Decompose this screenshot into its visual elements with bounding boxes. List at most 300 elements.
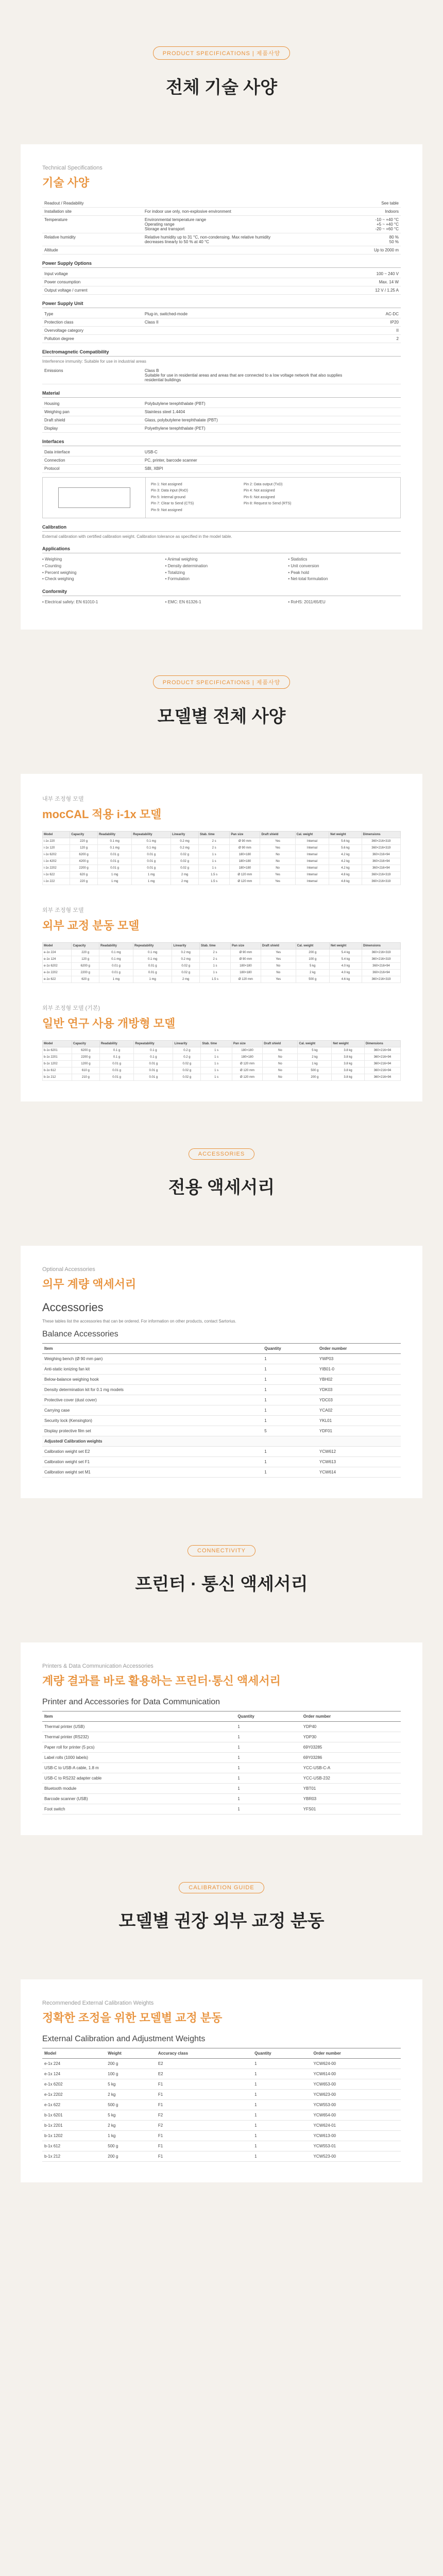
column-header: Linearity: [173, 1040, 201, 1047]
table-cell: 0.01 g: [134, 1060, 173, 1067]
table-cell: b-1x 1202: [42, 2130, 106, 2141]
table-cell: Ø 120 mm: [231, 976, 261, 982]
table-cell: 100 g: [106, 2069, 156, 2079]
spec-desc: Environmental temperature range Operating range Storage and transport: [143, 216, 351, 233]
table-cell: YCW613: [317, 1456, 401, 1467]
table-row: [42, 2099, 401, 2110]
spec-desc: PC, printer, barcode scanner: [143, 456, 401, 465]
table-cell: b-1x 212: [42, 2151, 106, 2161]
table-cell: F1: [156, 2099, 252, 2110]
column-header: Quantity: [235, 1711, 301, 1721]
table-row: [43, 1067, 401, 1074]
spec-key: Altitude: [42, 246, 143, 255]
calibration-text: External calibration with certified calibration weight. Calibration tolerance as specified in the model table.: [42, 534, 232, 539]
table-cell: 180×180: [232, 1047, 262, 1054]
table-row: [42, 1793, 401, 1804]
table-cell: Yes: [261, 956, 296, 962]
table-cell: 1: [262, 1467, 317, 1477]
table-cell: 1 s: [198, 865, 229, 871]
table-cell: 1 kg: [298, 1060, 332, 1067]
table-row: [42, 2110, 401, 2120]
table-cell: 1: [235, 1762, 301, 1773]
table-cell: 1: [252, 2130, 311, 2141]
table-cell: YDC03: [317, 1395, 401, 1405]
table-cell: YBT01: [301, 1783, 401, 1793]
spec-desc: [143, 286, 351, 295]
table-row: [43, 1047, 401, 1054]
table-cell: 2 s: [198, 838, 229, 844]
table-cell: 2 mg: [171, 871, 199, 878]
table-cell: 0.1 g: [99, 1047, 134, 1054]
applications-list: [42, 556, 401, 583]
table-cell: 4.8 kg: [329, 871, 362, 878]
table-cell: 0.1 mg: [132, 844, 171, 851]
table-cell: 0.01 g: [99, 1074, 134, 1080]
table-cell: 0.02 g: [173, 1067, 201, 1074]
table-cell: b-1x 1202: [43, 1060, 72, 1067]
table-row: [42, 199, 401, 208]
table-cell: b-1x 6201: [43, 1047, 72, 1054]
table-cell: Security lock (Kensington): [42, 1415, 262, 1426]
table-row: [42, 327, 401, 335]
spec-value: 80 % 50 %: [351, 233, 401, 246]
list-item: • Peak hold: [288, 570, 309, 575]
spec-key: Weighing pan: [42, 408, 143, 416]
table-cell: YDP30: [301, 1732, 401, 1742]
table-cell: 1: [252, 2141, 311, 2151]
table-cell: 3.8 kg: [332, 1047, 364, 1054]
pin-label: Pin 5: Internal ground: [151, 495, 185, 499]
table-cell: Yes: [260, 871, 295, 878]
table-cell: 0.01 g: [132, 858, 171, 865]
subheader-cell: Adjusted/ Calibration weights: [42, 1436, 401, 1446]
table-cell: b-1x 612: [43, 1067, 72, 1074]
spec-value: Indoors: [351, 208, 401, 216]
table-cell: Label rolls (1000 labels): [42, 1752, 235, 1762]
table-cell: 200 g: [296, 949, 329, 956]
column-header: Order number: [317, 1343, 401, 1353]
table-cell: YDF01: [317, 1426, 401, 1436]
calibration-panel: [21, 1979, 422, 2182]
spec-key: Overvoltage category: [42, 327, 143, 335]
table-cell: 0.1 mg: [97, 838, 131, 844]
table-row: [42, 286, 401, 295]
table-cell: 120 g: [70, 844, 98, 851]
table-row: [42, 456, 401, 465]
table-cell: 2 kg: [298, 1054, 332, 1060]
table-cell: 200 g: [106, 2058, 156, 2069]
table-cell: No: [263, 1054, 298, 1060]
table-cell: 0.2 g: [173, 1047, 201, 1054]
spec-desc: Class II: [143, 318, 351, 327]
table-cell: 5 kg: [296, 962, 329, 969]
table-cell: Calibration weight set E2: [42, 1446, 262, 1456]
table-cell: 0.01 g: [99, 1067, 134, 1074]
pin-label: Pin 2: Data output (TxD): [244, 483, 283, 486]
table-row: [42, 1446, 401, 1456]
spec-header: [0, 0, 443, 144]
table-row: [43, 956, 401, 962]
table-cell: 360×216×94: [364, 1054, 400, 1060]
table-cell: 1: [235, 1721, 301, 1732]
weights-table: [42, 2048, 401, 2162]
list-item: • Animal weighing: [165, 557, 198, 562]
table-row: [42, 367, 401, 384]
table-cell: YCA02: [317, 1405, 401, 1415]
table-cell: b-1x 2201: [43, 1054, 72, 1060]
table-cell: YDP40: [301, 1721, 401, 1732]
table-cell: 4.0 kg: [329, 969, 362, 976]
table-cell: 180×180: [232, 1054, 262, 1060]
group-heading: 일반 연구 사용 개방형 모델: [42, 1016, 176, 1030]
table-cell: Carrying case: [42, 1405, 262, 1415]
section-pill: CALIBRATION GUIDE: [179, 1882, 264, 1893]
table-row: [42, 1752, 401, 1762]
power-table: [42, 270, 401, 295]
spec-key: Type: [42, 310, 143, 318]
table-cell: 0.02 g: [172, 969, 200, 976]
table-row: [42, 2079, 401, 2089]
table-cell: Bluetooth module: [42, 1783, 235, 1793]
table-row: [42, 1364, 401, 1374]
table-cell: 100 g: [296, 956, 329, 962]
table-row: [43, 1054, 401, 1060]
spec-desc: USB-C: [143, 448, 401, 456]
section-title: 전체 기술 사양: [166, 77, 277, 97]
list-item: • EMC: EN 61326-1: [165, 600, 201, 605]
table-cell: 2200 g: [70, 865, 98, 871]
table-cell: e-1x 2202: [42, 2089, 106, 2099]
table-cell: i-1x 120: [43, 844, 70, 851]
table-cell: Ø 120 mm: [232, 1067, 262, 1074]
table-cell: 1 mg: [133, 976, 172, 982]
table-cell: 1.5 s: [198, 871, 229, 878]
table-cell: 1: [235, 1742, 301, 1752]
spec-value: AC-DC: [351, 310, 401, 318]
table-cell: 1 s: [201, 1067, 232, 1074]
table-cell: Paper roll for printer (5 pcs): [42, 1742, 235, 1752]
column-header: Readability: [97, 831, 131, 838]
table-cell: 2 s: [199, 949, 230, 956]
table-cell: 360×216×94: [362, 851, 400, 858]
spec-desc: Relative humidity up to 31 °C, non-condensing. Max relative humidity decreases linearly to 50 % at 40 °C: [143, 233, 351, 246]
table-cell: YCW612: [317, 1446, 401, 1456]
interface-table: [42, 448, 401, 473]
spec-key: Temperature: [42, 216, 143, 233]
pin-label: Pin 6: Not assigned: [244, 495, 275, 499]
material-title: Material: [42, 391, 401, 398]
table-cell: Calibration weight set M1: [42, 1467, 262, 1477]
table-cell: 1: [252, 2120, 311, 2130]
table-cell: 0.02 g: [172, 962, 200, 969]
table-cell: 1: [262, 1456, 317, 1467]
column-header: Repeatability: [132, 831, 171, 838]
spec-desc: For indoor use only, non-explosive environment: [143, 208, 351, 216]
table-cell: 1 mg: [97, 878, 131, 885]
table-cell: 1 s: [201, 1074, 232, 1080]
table-cell: 1 mg: [99, 976, 133, 982]
table-cell: e-1x 6202: [43, 962, 72, 969]
table-cell: 1 s: [201, 1054, 232, 1060]
table-cell: 200 g: [106, 2151, 156, 2161]
table-row: [42, 1773, 401, 1783]
column-header: Capacity: [72, 1040, 99, 1047]
section-title: 프린터 · 통신 액세서리: [135, 1574, 308, 1595]
table-header-row: [42, 1711, 401, 1721]
table-cell: 1.5 s: [199, 976, 230, 982]
pin-label: Pin 3: Data input (RxD): [151, 489, 188, 493]
table-row: [42, 1384, 401, 1395]
table-cell: 4.2 kg: [329, 858, 362, 865]
table-cell: 5 kg: [298, 1047, 332, 1054]
interfaces-title: Interfaces: [42, 439, 401, 446]
table-cell: Protective cover (dust cover): [42, 1395, 262, 1405]
table-cell: Ø 120 mm: [230, 871, 260, 878]
table-cell: 0.01 g: [99, 1060, 134, 1067]
accessories-header: [0, 1101, 443, 1246]
table-cell: No: [260, 851, 295, 858]
table-cell: YCC-USB-C-A: [301, 1762, 401, 1773]
table-row: [42, 1783, 401, 1793]
spec-desc: Class B Suitable for use in residential areas and areas that are connected to a low voltage network that also supplies residential buildings: [143, 367, 351, 384]
table-cell: 360×216×94: [364, 1060, 400, 1067]
spec-key: Readout / Readability: [42, 199, 143, 208]
table-cell: 0.01 g: [132, 865, 171, 871]
spec-desc: [143, 199, 351, 208]
table-cell: Ø 90 mm: [231, 949, 261, 956]
group-subtitle: 외부 조정형 모델 (기본): [42, 1005, 100, 1011]
table-cell: e-1x 124: [43, 956, 72, 962]
column-header: Quantity: [252, 2048, 311, 2058]
section-pill: PRODUCT SPECIFICATIONS | 제품사양: [153, 46, 291, 60]
table-cell: 0.2 mg: [171, 838, 199, 844]
calibration-title: Calibration: [42, 524, 401, 532]
column-header: Linearity: [171, 831, 199, 838]
spec-desc: Glass, polybutylene terephthalate (PBT): [143, 416, 351, 425]
table-row: [42, 1374, 401, 1384]
table-cell: 2 mg: [171, 878, 199, 885]
table-row: [42, 1415, 401, 1426]
table-cell: 5.4 kg: [329, 949, 362, 956]
spec-desc: Polybutylene terephthalate (PBT): [143, 400, 351, 408]
table-row: [42, 1395, 401, 1405]
emc-title: Electromagnetic Compatibility: [42, 349, 401, 357]
table-row: [43, 865, 401, 871]
table-cell: 360×216×94: [364, 1074, 400, 1080]
table-cell: YFS01: [301, 1804, 401, 1814]
table-cell: 0.1 mg: [132, 838, 171, 844]
table-cell: 6200 g: [72, 962, 99, 969]
table-row: [42, 216, 401, 233]
table-cell: 2 kg: [106, 2120, 156, 2130]
column-header: Readability: [99, 942, 133, 949]
table-row: [42, 1353, 401, 1364]
list-column: [165, 556, 278, 583]
list-item: • Net-total formulation: [288, 577, 328, 582]
table-cell: 2 mg: [172, 976, 200, 982]
table-cell: F2: [156, 2120, 252, 2130]
table-cell: 360×216×94: [362, 969, 400, 976]
table-cell: 1: [235, 1732, 301, 1742]
section-title: 모델별 전체 사양: [157, 707, 286, 727]
table-cell: 1: [252, 2069, 311, 2079]
accessories-note: These tables list the accessories that can be ordered. For information on other products, contact Sartorius.: [42, 1318, 236, 1324]
table-row: [42, 1804, 401, 1814]
spec-desc: Polyethylene terephthalate (PET): [143, 425, 351, 433]
table-cell: e-1x 124: [42, 2069, 106, 2079]
list-item: • Totalizing: [165, 570, 185, 575]
column-header: Quantity: [262, 1343, 317, 1353]
table-row: [42, 1721, 401, 1732]
panel-heading: 정확한 조정을 위한 모델별 교정 분동: [42, 2011, 223, 2024]
table-cell: Internal: [295, 871, 329, 878]
table-cell: 500 g: [106, 2141, 156, 2151]
column-header: Pan size: [230, 831, 260, 838]
emc-table: [42, 367, 401, 384]
table-cell: e-1x 622: [42, 2099, 106, 2110]
table-cell: 2 kg: [296, 969, 329, 976]
table-cell: Yes: [260, 878, 295, 885]
spec-value: 100 ~ 240 V: [351, 270, 401, 278]
table-header-row: [43, 1040, 401, 1047]
spec-desc: [143, 278, 351, 286]
table-cell: 4.0 kg: [329, 962, 362, 969]
list-item: • Counting: [42, 563, 62, 568]
table-cell: Weighing bench (Ø 90 mm pan): [42, 1353, 262, 1364]
table-cell: F1: [156, 2130, 252, 2141]
table-subheader: [42, 1436, 401, 1446]
spec-key: Housing: [42, 400, 143, 408]
pin-label: Pin 9: Not assigned: [151, 508, 182, 512]
table-cell: b-1x 612: [42, 2141, 106, 2151]
table-cell: YCW653-00: [312, 2079, 401, 2089]
conformity-list: [42, 599, 401, 606]
connectivity-panel: [21, 1642, 422, 1835]
column-header: Pan size: [232, 1040, 262, 1047]
panel-subtitle: Technical Specifications: [42, 165, 103, 171]
table-cell: YDK03: [317, 1384, 401, 1395]
table-cell: 4.2 kg: [329, 851, 362, 858]
spec-value: Up to 2000 m: [351, 246, 401, 255]
table-cell: YCW523-00: [312, 2151, 401, 2161]
table-cell: 69Y03285: [301, 1742, 401, 1752]
table-cell: i-1x 4202: [43, 858, 70, 865]
table-cell: 1200 g: [72, 1060, 99, 1067]
list-column: [288, 599, 401, 606]
table-cell: 1.5 s: [198, 878, 229, 885]
table-cell: 5.6 kg: [329, 844, 362, 851]
table-cell: 1: [262, 1405, 317, 1415]
spec-panel: [21, 144, 422, 630]
accessories-title: Accessories: [42, 1300, 104, 1314]
table-cell: 2200 g: [72, 969, 99, 976]
list-item: • Percent weighing: [42, 570, 77, 575]
spec-value: [351, 425, 401, 433]
table-cell: b-1x 2201: [42, 2120, 106, 2130]
pinout-diagram: [42, 477, 401, 518]
column-header: Capacity: [72, 942, 99, 949]
table-cell: 360×216×319: [362, 956, 400, 962]
pin-labels: [146, 478, 400, 518]
table-cell: Barcode scanner (USB): [42, 1793, 235, 1804]
spec-value: 2: [351, 335, 401, 343]
spec-value: See table: [351, 199, 401, 208]
column-header: Linearity: [172, 942, 200, 949]
table-cell: 0.1 g: [134, 1054, 173, 1060]
spec-value: IP20: [351, 318, 401, 327]
spec-desc: [143, 246, 351, 255]
pin-label: Pin 7: Clear to Send (CTS): [151, 502, 194, 506]
column-header: Dimensions: [362, 831, 400, 838]
table-row: [42, 416, 401, 425]
table-cell: USB-C to USB-A cable, 1.8 m: [42, 1762, 235, 1773]
table-cell: 4.2 kg: [329, 865, 362, 871]
table-cell: 1 s: [199, 962, 230, 969]
table-cell: Yes: [261, 976, 296, 982]
accessories-panel: [21, 1246, 422, 1498]
table-cell: YCW623-00: [312, 2089, 401, 2099]
column-header: Capacity: [70, 831, 98, 838]
table-row: [42, 1762, 401, 1773]
weights-title: External Calibration and Adjustment Weights: [42, 2034, 206, 2043]
table-cell: 0.02 g: [173, 1074, 201, 1080]
table-cell: Internal: [295, 844, 329, 851]
table-cell: i-1x 222: [43, 878, 70, 885]
spec-key: Protection class: [42, 318, 143, 327]
table-cell: 5.4 kg: [329, 956, 362, 962]
table-cell: 200 g: [298, 1074, 332, 1080]
column-header: Repeatability: [133, 942, 172, 949]
group-heading: 외부 교정 분동 모델: [42, 919, 140, 932]
table-cell: 0.01 g: [97, 851, 131, 858]
table-row: [43, 1060, 401, 1067]
table-cell: 3.8 kg: [332, 1074, 364, 1080]
accessories-table: [42, 1343, 401, 1478]
table-header-row: [43, 942, 401, 949]
table-cell: 6200 g: [72, 1047, 99, 1054]
table-cell: 6200 g: [70, 851, 98, 858]
pin-label: Pin 8: Request to Send (RTS): [244, 502, 292, 506]
table-cell: 620 g: [72, 976, 99, 982]
table-cell: F1: [156, 2151, 252, 2161]
table-cell: No: [263, 1047, 298, 1054]
column-header: Accuracy class: [156, 2048, 252, 2058]
table-row: [42, 278, 401, 286]
list-column: [42, 556, 155, 583]
table-cell: Internal: [295, 838, 329, 844]
table-header-row: [42, 1343, 401, 1353]
table-row: [42, 208, 401, 216]
spec-table: [42, 199, 401, 255]
spec-value: II: [351, 327, 401, 335]
table-cell: 0.1 mg: [99, 949, 133, 956]
table-cell: Ø 90 mm: [230, 838, 260, 844]
table-cell: 360×216×319: [362, 976, 400, 982]
table-cell: 2 s: [199, 956, 230, 962]
table-cell: Calibration weight set F1: [42, 1456, 262, 1467]
spec-key: Protocol: [42, 465, 143, 473]
section-pill: CONNECTIVITY: [188, 1545, 255, 1556]
spec-value: [351, 408, 401, 416]
table-cell: 1: [235, 1773, 301, 1783]
table-cell: 1: [262, 1395, 317, 1405]
spec-desc: Stainless steel 1.4404: [143, 408, 351, 416]
table-cell: YKL01: [317, 1415, 401, 1426]
table-cell: 1: [252, 2089, 311, 2099]
table-cell: 1: [235, 1783, 301, 1793]
table-cell: 120 g: [72, 956, 99, 962]
table-cell: 1 s: [201, 1047, 232, 1054]
